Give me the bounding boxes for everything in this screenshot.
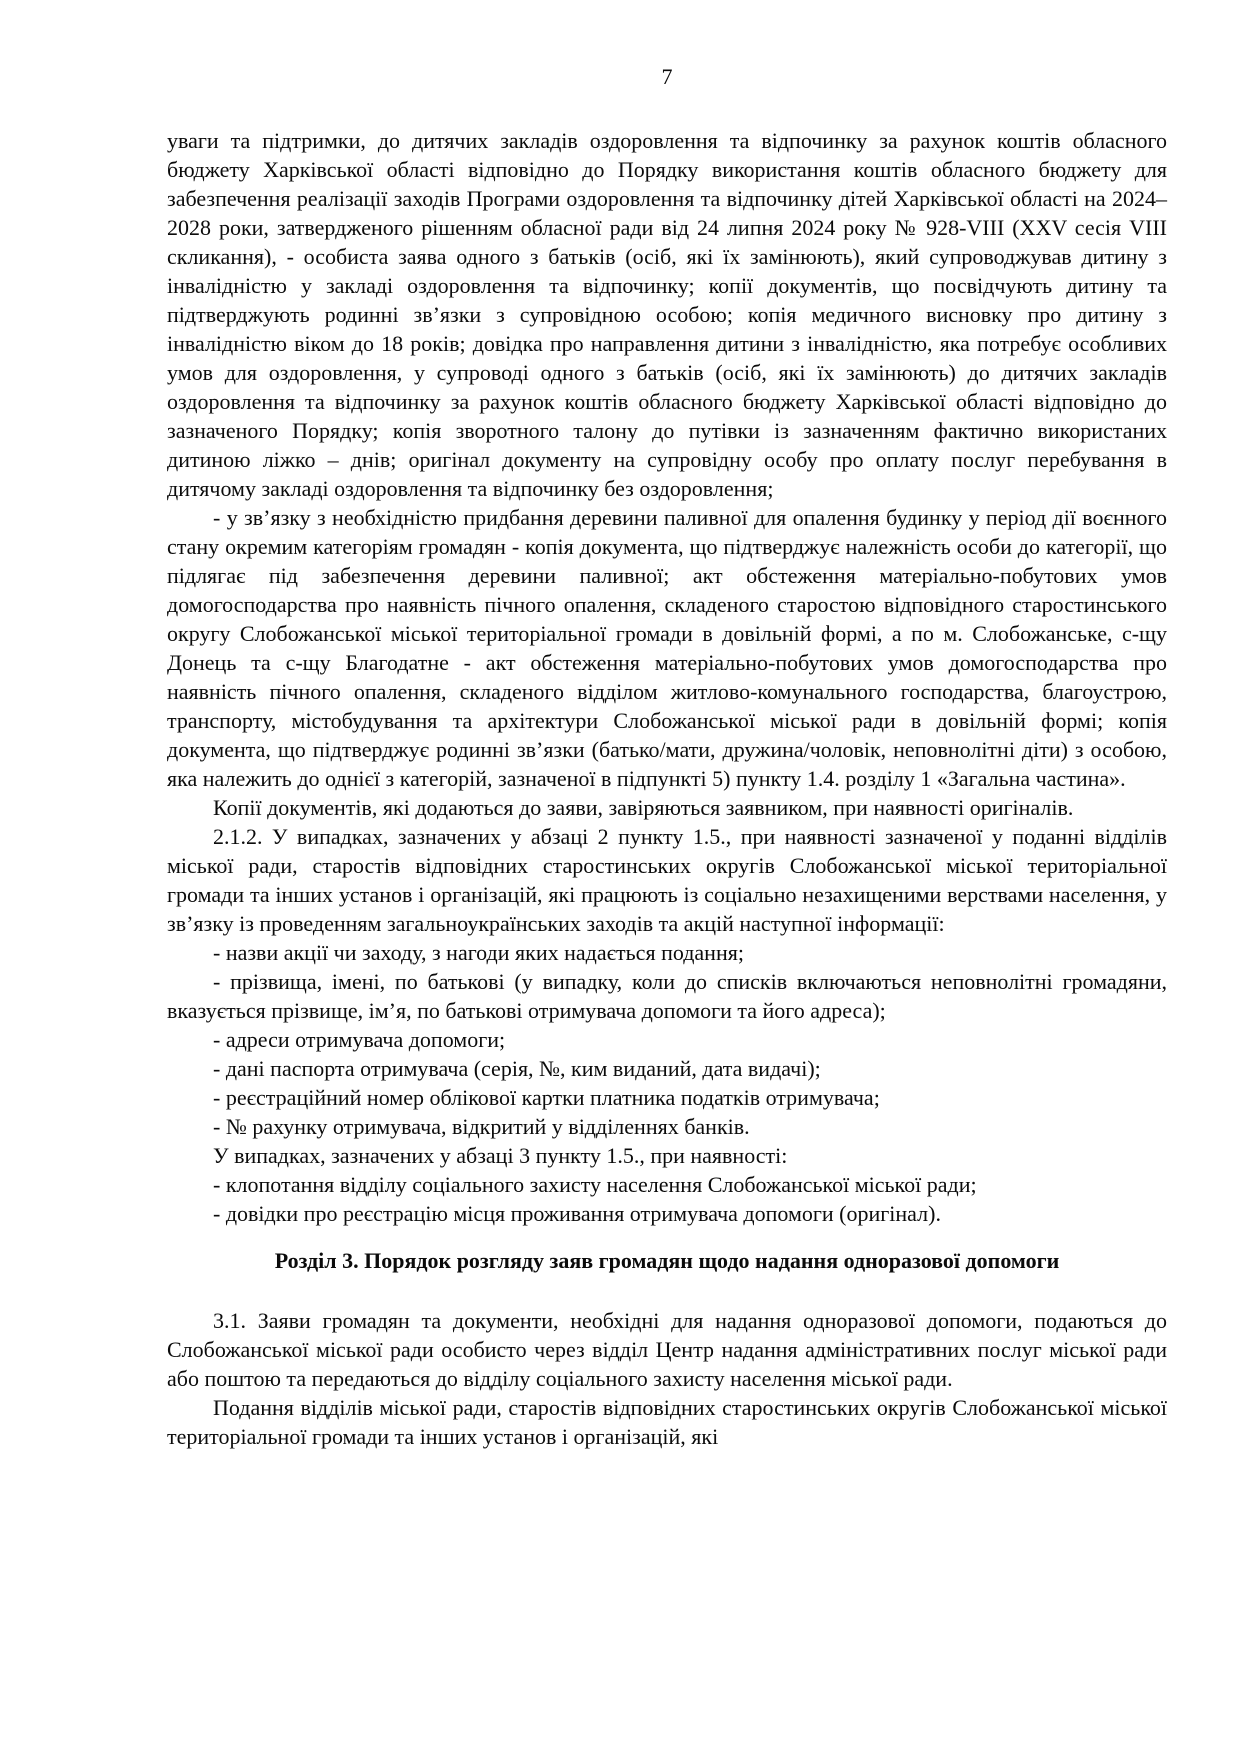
section-heading: Розділ 3. Порядок розгляду заяв громадян щодо надання одноразової допомоги	[274, 1248, 1060, 1273]
paragraph: - у зв’язку з необхідністю придбання деревини паливної для опалення будинку у період дії воєнного стану окремим категоріям громадян - копія документа, що підтверджує належність особи до категорії, що підлягає під забезпечення деревини паливної; акт обстеження матеріально-побутових умов домогосподарства про наявність пічного опалення, складеного старостою відповідного старостинського округу Слобожанської міської територіальної громади в довільній формі, а по м. Слобожанське, с-щу Донець та с-щу Благодатне - акт обстеження матеріально-побутових умов домогосподарства про наявність пічного опалення, складеного відділом житлово-комунального господарства, благоустрою, транспорту, містобудування та архітектури Слобожанської міської ради в довільній формі; копія документа, що підтверджує родинні зв’язки (батько/мати, дружина/чоловік, неповнолітні діти) з особою, яка належить до однієї з категорій, зазначеної в підпункті 5) пункту 1.4. розділу 1 «Загальна частина».	[167, 505, 1167, 791]
paragraph: - довідки про реєстрацію місця проживання отримувача допомоги (оригінал).	[213, 1201, 941, 1226]
paragraph: - дані паспорта отримувача (серія, №, ким виданий, дата видачі);	[213, 1056, 821, 1081]
paragraph: 2.1.2. У випадках, зазначених у абзаці 2 пункту 1.5., при наявності зазначеної у поданні відділів міської ради, старостів відповідних старостинських округів Слобожанської міської територіальної громади та інших установ і організацій, які працюють із соціально незахищеними верствами населення, у зв’язку із проведенням загальноукраїнських заходів та акцій наступної інформації:	[167, 824, 1167, 936]
paragraph: - адреси отримувача допомоги;	[213, 1027, 506, 1052]
paragraph: Копії документів, які додаються до заяви, завіряються заявником, при наявності оригіналів.	[213, 795, 1074, 820]
paragraph: - реєстраційний номер облікової картки платника податків отримувача;	[213, 1085, 880, 1110]
paragraph: - клопотання відділу соціального захисту населення Слобожанської міської ради;	[213, 1172, 977, 1197]
paragraph: У випадках, зазначених у абзаці 3 пункту 1.5., при наявності:	[213, 1143, 788, 1168]
paragraph: - назви акції чи заходу, з нагоди яких надається подання;	[213, 940, 744, 965]
document-body	[167, 126, 1167, 1451]
paragraph: уваги та підтримки, до дитячих закладів оздоровлення та відпочинку за рахунок коштів обласного бюджету Харківської області відповідно до Порядку використання коштів обласного бюджету для забезпечення реалізації заходів Програми оздоровлення та відпочинку дітей Харківської області на 2024–2028 роки, затвердженого рішенням обласної ради від 24 липня 2024 року № 928-VIII (XXV сесія VIII скликання), - особиста заява одного з батьків (осіб, які їх замінюють), який супроводжував дитину з інвалідністю у закладі оздоровлення та відпочинку; копії документів, що посвідчують дитину та підтверджують родинні зв’язки з супровідною особою; копія медичного висновку про дитину з інвалідністю віком до 18 років; довідка про направлення дитини з інвалідністю, яка потребує особливих умов для оздоровлення, у супроводі одного з батьків (осіб, які їх замінюють) до дитячих закладів оздоровлення та відпочинку за рахунок коштів обласного бюджету Харківської області відповідно до зазначеного Порядку; копія зворотного талону до путівки із зазначенням фактично використаних дитиною ліжко – днів; оригінал документу на супровідну особу про оплату послуг перебування в дитячому закладі оздоровлення та відпочинку без оздоровлення;	[167, 128, 1167, 501]
paragraph: - прізвища, імені, по батькові (у випадку, коли до списків включаються неповнолітні громадяни, вказується прізвище, ім’я, по батькові отримувача допомоги та його адреса);	[167, 969, 1167, 1023]
page-number: 7	[661, 64, 673, 89]
paragraph: 3.1. Заяви громадян та документи, необхідні для надання одноразової допомоги, подаються до Слобожанської міської ради особисто через відділ Центр надання адміністративних послуг міської ради або поштою та передаються до відділу соціального захисту населення міської ради.	[167, 1308, 1167, 1391]
paragraph: - № рахунку отримувача, відкритий у відділеннях банків.	[213, 1114, 750, 1139]
paragraph: Подання відділів міської ради, старостів відповідних старостинських округів Слобожанської міської територіальної громади та інших установ і організацій, які	[167, 1395, 1167, 1449]
